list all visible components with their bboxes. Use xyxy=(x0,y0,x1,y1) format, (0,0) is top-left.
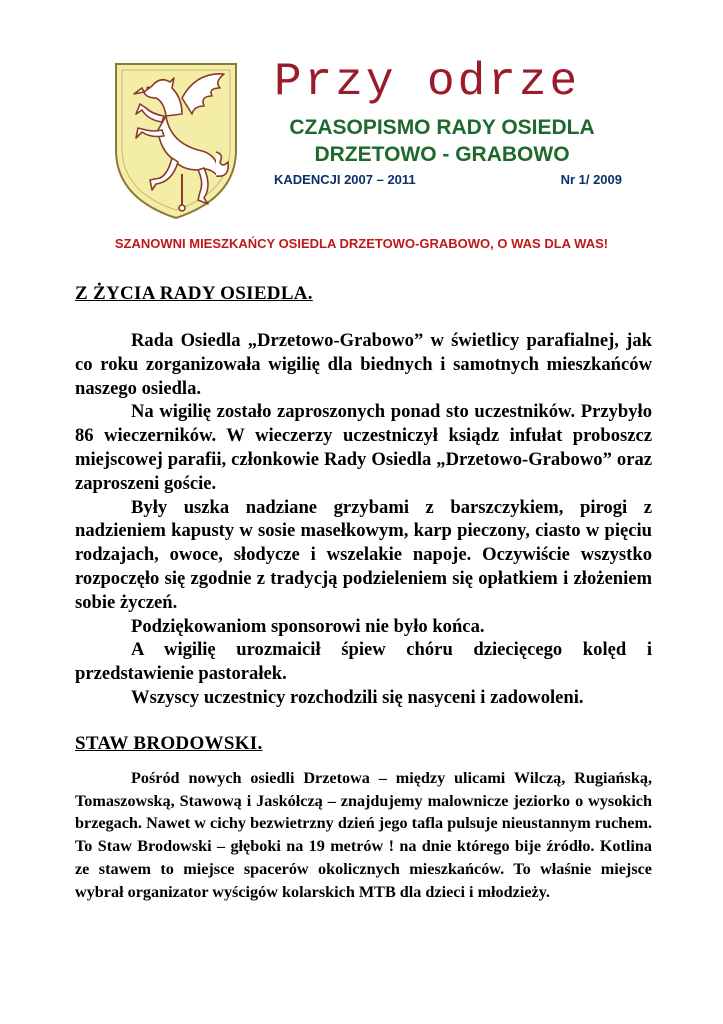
kadencja-label: KADENCJI 2007 – 2011 xyxy=(274,172,416,187)
paragraph: Rada Osiedla „Drzetowo-Grabowo” w świetlicy parafialnej, jak co roku zorganizowała wigilię dla biednych i samotnych mieszkańców naszego osiedla. xyxy=(75,330,652,399)
greeting-banner: SZANOWNI MIESZKAŃCY OSIEDLA DRZETOWO-GRABOWO, O WAS DLA WAS! xyxy=(114,236,609,251)
paragraph: Wszyscy uczestnicy rozchodzili się nasyceni i zadowoleni. xyxy=(131,686,584,708)
paragraph: Pośród nowych osiedli Drzetowa – między ulicami Wilczą, Rugiańską, Tomaszowską, Stawową i Jaskółczą – znajdujemy malownicze jeziorko o wysokich brzegach. Nawet w cichy bezwietrzny dzień jego tafla pulsuje nieustannym ruchem. To Staw Brodowski – głęboki na 19 metrów ! na dnie którego bije źródło. Kotlina ze stawem to miejsce spacerów okolicznych mieszkańców. To właśnie miejsce wybrał organizator wyścigów kolarskich MTB dla dzieci i młodzieży. xyxy=(75,769,652,901)
issue-info xyxy=(262,172,622,190)
paragraph: A wigilię urozmaicił śpiew chóru dziecięcego kolęd i przedstawienie pastorałek. xyxy=(75,639,652,685)
paragraph: Na wigilię zostało zaproszonych ponad sto uczestników. Przybyło 86 wieczerników. W wieczerzy uczestniczył ksiądz infułat proboszcz miejscowej parafii, członkowie Rady Osiedla „Drzetowo-Grabowo” oraz zaproszeni goście. xyxy=(75,401,652,494)
article-rada-osiedla xyxy=(75,329,652,710)
paragraph: Podziękowaniom sponsorowi nie było końca. xyxy=(131,615,485,637)
article-staw-brodowski xyxy=(75,767,652,903)
masthead xyxy=(262,58,702,190)
section-heading-rada: Z ŻYCIA RADY OSIEDLA. xyxy=(75,283,313,304)
section-heading-staw: STAW BRODOWSKI. xyxy=(75,733,263,754)
subtitle-line-2: DRZETOWO - GRABOWO xyxy=(314,143,570,166)
newspaper-title: Przy odrze xyxy=(274,56,581,108)
paragraph: Były uszka nadziane grzybami z barszczykiem, pirogi z nadzieniem kapusty w sosie masełkowym, karp pieczony, ciasto w pięciu rodzajach, owoce, słodycze i wszelakie napoje. Oczywiście wszystko rozpoczęło się zgodnie z tradycją podzieleniem się opłatkiem i złożeniem sobie życzeń. xyxy=(75,496,652,613)
griffin-coat-of-arms-icon xyxy=(112,58,240,222)
subtitle-line-1: CZASOPISMO RADY OSIEDLA xyxy=(289,116,595,139)
issue-number: Nr 1/ 2009 xyxy=(560,172,622,187)
